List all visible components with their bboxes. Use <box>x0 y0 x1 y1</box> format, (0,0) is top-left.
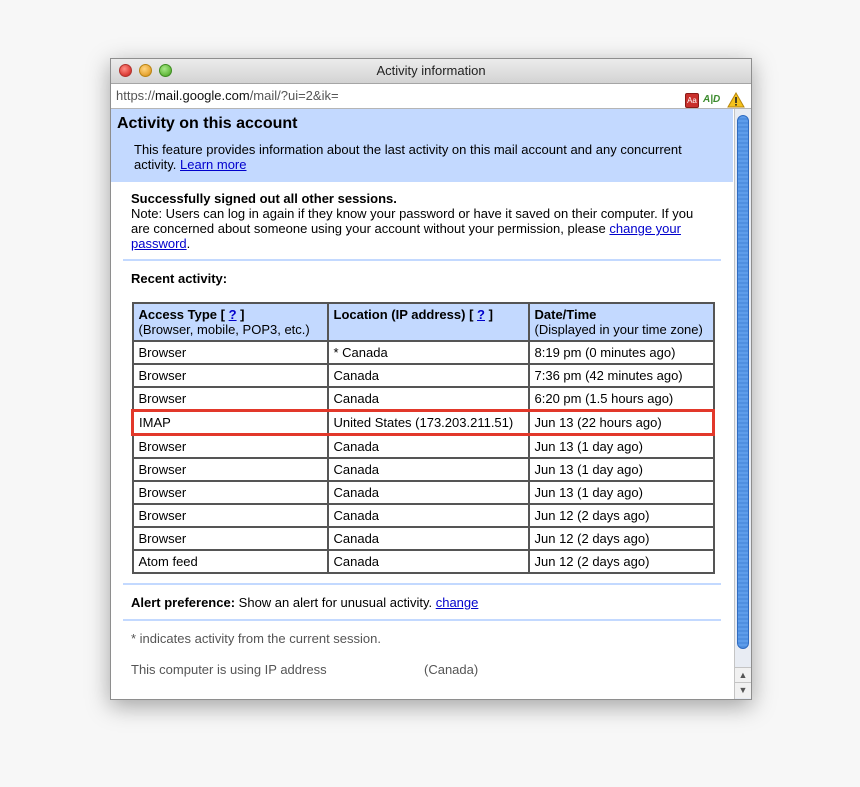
scroll-up-arrow-icon[interactable]: ▲ <box>735 667 751 683</box>
table-row <box>133 527 714 550</box>
location-title: Location (IP address) <box>333 307 466 322</box>
cell-access-type: Browser <box>133 504 328 527</box>
adblock-icon[interactable]: A|D <box>703 94 721 105</box>
datetime-sub: (Displayed in your time zone) <box>534 322 703 337</box>
cell-location: Canada <box>328 550 529 573</box>
table-row <box>133 481 714 504</box>
cell-location: Canada <box>328 387 529 411</box>
table-row <box>133 387 714 411</box>
cell-access-type: Browser <box>133 435 328 459</box>
cell-access-type: Browser <box>133 341 328 364</box>
cell-location: Canada <box>328 481 529 504</box>
address-bar[interactable] <box>111 84 751 109</box>
vertical-scrollbar[interactable] <box>734 109 751 699</box>
header-box <box>111 109 733 182</box>
minimize-window-button[interactable] <box>139 64 152 77</box>
status-note-period: . <box>186 236 191 251</box>
close-window-button[interactable] <box>119 64 132 77</box>
table-row <box>133 458 714 481</box>
cell-access-type: Browser <box>133 481 328 504</box>
alert-text: Show an alert for unusual activity. <box>238 595 433 610</box>
table-row <box>133 341 714 364</box>
current-session-footnote: * indicates activity from the current session. <box>131 631 381 646</box>
window-title: Activity information <box>376 63 486 78</box>
cell-datetime: Jun 13 (22 hours ago) <box>529 411 714 435</box>
header-access-type: Access Type [ ? ] (Browser, mobile, POP3, etc.) <box>133 303 328 341</box>
cell-access-type: Browser <box>133 364 328 387</box>
datetime-title: Date/Time <box>534 307 597 322</box>
cell-location: Canada <box>328 504 529 527</box>
cell-datetime: 7:36 pm (42 minutes ago) <box>529 364 714 387</box>
header-location: Location (IP address) [ ? ] <box>328 303 529 341</box>
alert-change-link[interactable]: change <box>435 595 479 610</box>
description-text: This feature provides information about the last activity on this mail account and any concurrent activity. <box>134 142 682 172</box>
dictionary-icon[interactable]: Aa <box>685 93 699 108</box>
cell-access-type: Browser <box>133 387 328 411</box>
status-note-text: Note: Users can log in again if they know your password or have it saved on their computer. If you are concerned about someone using your account without your permission, please <box>131 206 694 236</box>
cell-access-type: Browser <box>133 458 328 481</box>
cell-access-type: Atom feed <box>133 550 328 573</box>
table-row <box>133 364 714 387</box>
table-row-highlighted <box>133 411 714 435</box>
status-note <box>131 206 713 251</box>
table-header-row <box>133 303 714 341</box>
cell-location: Canada <box>328 435 529 459</box>
recent-activity-label: Recent activity: <box>131 271 228 286</box>
cell-access-type: Browser <box>133 527 328 550</box>
window-controls <box>119 64 172 77</box>
table-row <box>133 435 714 459</box>
title-bar <box>111 59 751 84</box>
cell-location: Canada <box>328 364 529 387</box>
cell-datetime: 8:19 pm (0 minutes ago) <box>529 341 714 364</box>
cell-datetime: Jun 13 (1 day ago) <box>529 481 714 504</box>
warning-icon[interactable] <box>727 92 745 108</box>
access-type-help-link[interactable]: ? <box>228 307 237 322</box>
ip-address-info <box>111 646 733 677</box>
cell-location: * Canada <box>328 341 529 364</box>
signout-status <box>111 182 733 251</box>
alert-label: Alert preference: <box>131 595 236 610</box>
popup-window <box>110 58 752 700</box>
cell-datetime: Jun 13 (1 day ago) <box>529 435 714 459</box>
ip-info-text: This computer is using IP address <box>131 662 327 677</box>
access-type-title: Access Type <box>138 307 218 322</box>
learn-more-link[interactable]: Learn more <box>180 157 247 172</box>
cell-datetime: Jun 12 (2 days ago) <box>529 504 714 527</box>
url-text[interactable] <box>116 84 339 108</box>
cell-location: Canada <box>328 458 529 481</box>
table-row <box>133 550 714 573</box>
url-path: /mail/?ui=2&ik= <box>249 88 339 103</box>
url-host: mail.google.com <box>155 88 250 103</box>
cell-location: United States (173.203.211.51) <box>328 411 529 435</box>
header-datetime <box>529 303 714 341</box>
url-scheme: https:// <box>116 88 156 103</box>
page-content <box>111 109 733 699</box>
page-title: Activity on this account <box>117 115 298 132</box>
access-type-sub: (Browser, mobile, POP3, etc.) <box>138 322 310 337</box>
cell-datetime: Jun 12 (2 days ago) <box>529 550 714 573</box>
cell-location: Canada <box>328 527 529 550</box>
cell-datetime: Jun 13 (1 day ago) <box>529 458 714 481</box>
activity-table <box>131 302 715 574</box>
cell-access-type: IMAP <box>133 411 328 435</box>
alert-preference <box>111 585 733 619</box>
ip-info-country: (Canada) <box>424 662 479 677</box>
cell-datetime: Jun 12 (2 days ago) <box>529 527 714 550</box>
scrollbar-thumb[interactable] <box>737 115 749 649</box>
table-row <box>133 504 714 527</box>
cell-datetime: 6:20 pm (1.5 hours ago) <box>529 387 714 411</box>
status-title: Successfully signed out all other sessions. <box>131 191 397 206</box>
location-help-link[interactable]: ? <box>477 307 485 322</box>
header-description <box>134 142 727 172</box>
zoom-window-button[interactable] <box>159 64 172 77</box>
scroll-down-arrow-icon[interactable]: ▼ <box>735 682 751 698</box>
change-password-link[interactable]: change your password <box>131 221 681 251</box>
